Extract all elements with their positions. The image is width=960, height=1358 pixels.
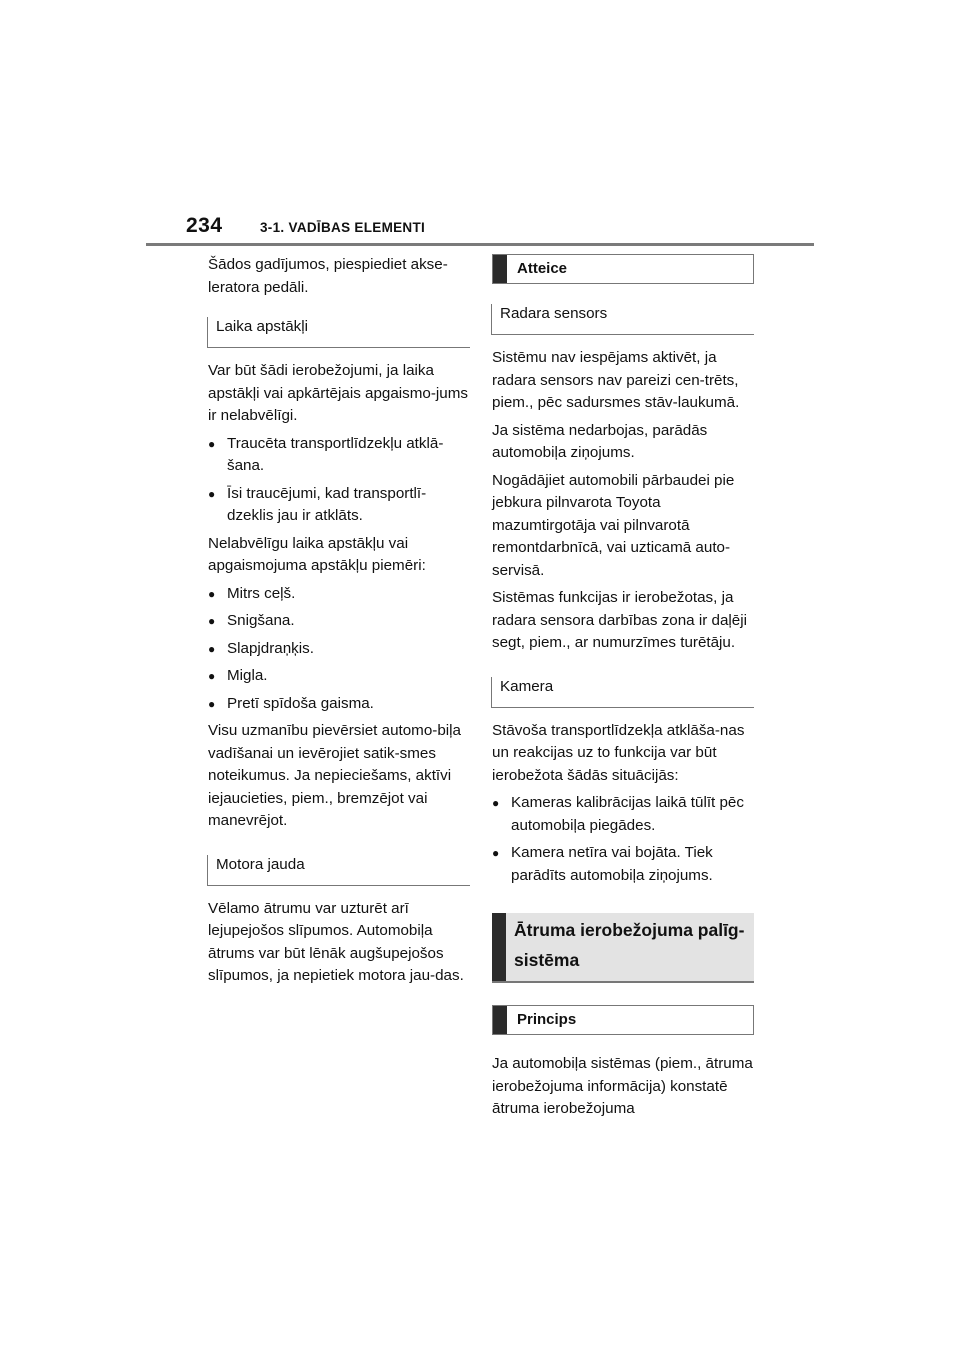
section-title: 3-1. VADĪBAS ELEMENTI	[260, 220, 426, 235]
examples-paragraph: Nelabvēlīgu laika apstākļu vai apgaismojuma apstākļu piemēri:	[208, 534, 426, 574]
box-title: Ātruma ierobežojuma palīg-sistēma	[514, 920, 745, 970]
page-header	[0, 0, 960, 250]
list-item: ● Kameras kalibrācijas laikā tūlīt pēc automobiļa piegādes.	[492, 792, 754, 837]
subhead-engine-power-label: Motora jauda	[216, 855, 305, 873]
bullet-icon: ●	[208, 614, 216, 628]
header-rule	[146, 243, 814, 246]
radar-paragraph: Sistēmu nav iespējams aktivēt, ja radara sensors nav pareizi cen-trēts, piem., pēc sadursmes stāv-laukumā.	[492, 349, 740, 411]
bullet-icon: ●	[208, 696, 216, 711]
bullet-icon: ●	[208, 436, 216, 451]
limited-paragraph: Sistēmas funkcijas ir ierobežotas, ja radara sensora darbības zona ir daļēji segt, piem., ar numurzīmes turētāju.	[492, 589, 747, 651]
service-paragraph: Nogādājiet automobili pārbaudei pie jebkura pilnvarota Toyota mazumtirgotāja vai pilnvarotā remontdarbnīcā, vai uzticamā auto-servisā.	[492, 471, 735, 579]
box-bar	[492, 913, 506, 981]
subhead-radar	[491, 304, 754, 335]
bullet-icon: ●	[492, 796, 500, 810]
subhead-engine-power	[207, 855, 470, 886]
list-item: ● Kamera netīra vai bojāta. Tiek parādīts automobiļa ziņojums.	[492, 842, 754, 887]
malfunction-paragraph: Ja sistēma nedarbojas, parādās automobiļa ziņojums.	[492, 421, 708, 461]
subhead-radar-label: Radara sensors	[500, 305, 608, 322]
box-title: Atteice	[517, 260, 568, 277]
bullet-icon: ●	[492, 846, 500, 860]
list-item: ● Migla.	[208, 665, 470, 688]
section-box-failure	[492, 254, 754, 284]
bullet-icon: ●	[208, 669, 216, 683]
section-box-principle	[492, 1005, 754, 1035]
list-item: ● Pretī spīdoša gaisma.	[208, 693, 470, 716]
list-item: ● Snigšana.	[208, 610, 470, 633]
weather-paragraph: Var būt šādi ierobežojumi, ja laika apstākļi vai apkārtējais apgaismo-jums ir nelabvēlīgi.	[208, 362, 468, 424]
box-bar	[493, 1006, 507, 1034]
list-item: ● Īsi traucējumi, kad transportlī-dzeklis jau ir atklāts.	[208, 483, 470, 528]
camera-paragraph: Stāvoša transportlīdzekļa atklāša-nas un reakcijas uz to funkcija var būt ierobežota šādās situācijās:	[492, 721, 745, 784]
engine-paragraph: Vēlamo ātrumu var uzturēt arī lejupejošos slīpumos. Automobiļa ātrums var būt lēnāk augšupejošos slīpumos, ja nepietiek motora jau-das.	[208, 899, 464, 984]
principle-paragraph: Ja automobiļa sistēmas (piem., ātruma ierobežojuma informācija) konstatē ātruma ierobežojuma	[492, 1055, 753, 1117]
subhead-camera-label: Kamera	[500, 677, 554, 695]
attention-paragraph: Visu uzmanību pievērsiet automo-biļa vadīšanai un ievērojiet satik-smes noteikumus. Ja nepieciešams, aktīvi iejaucieties, piem., bremzējot vai manevrējot.	[208, 722, 461, 829]
subhead-weather-label: Laika apstākļi	[216, 318, 309, 335]
list-item: ● Slapjdraņķis.	[208, 638, 470, 661]
list-item: ● Traucēta transportlīdzekļu atklā-šana.	[208, 433, 470, 478]
bullet-icon: ●	[208, 486, 216, 501]
bullet-icon: ●	[208, 641, 216, 656]
box-bar	[493, 255, 507, 283]
box-title: Princips	[517, 1011, 577, 1028]
page-number: 234	[186, 214, 223, 237]
list-item: ● Mitrs ceļš.	[208, 583, 470, 606]
subhead-weather	[207, 317, 470, 348]
left-column	[208, 254, 470, 993]
right-column	[492, 254, 754, 1126]
section-box-speed-limit-assist	[492, 913, 754, 983]
intro-text: Šādos gadījumos, piespiediet akse- leratora pedāli.	[208, 256, 448, 296]
subhead-camera	[491, 677, 754, 708]
bullet-icon: ●	[208, 586, 216, 601]
